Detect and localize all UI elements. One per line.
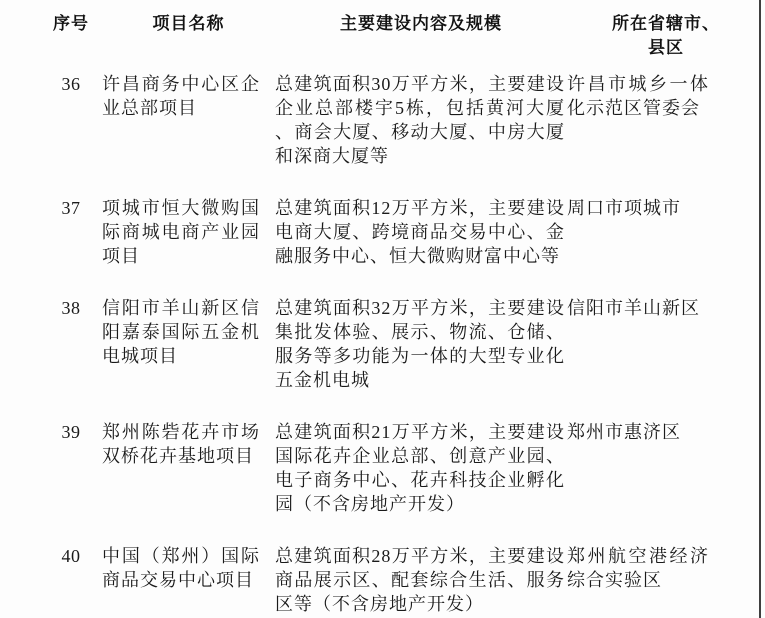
location-text: 郑州航空港经济综合实验区	[567, 546, 709, 590]
projects-table	[40, 12, 765, 618]
table-row	[40, 420, 765, 544]
project-name-text: 中国（郑州）国际商品交易中心项目	[102, 546, 260, 590]
location-text: 周口市项城市	[567, 198, 681, 218]
header-location-line1: 所在省辖市、	[612, 14, 720, 33]
project-name-text: 许昌商务中心区企业总部项目	[102, 74, 260, 118]
header-construction-content: 主要建设内容及规模	[340, 14, 502, 33]
serial-number-cell: 38	[61, 298, 81, 318]
project-name-cell	[102, 544, 275, 618]
project-name-text: 信阳市羊山新区信阳嘉泰国际五金机电城项目	[102, 298, 260, 366]
table-header-row	[40, 12, 765, 72]
construction-content-cell	[275, 420, 567, 544]
location-cell	[567, 544, 765, 618]
serial-number-cell: 39	[61, 422, 81, 442]
project-name-cell	[102, 296, 275, 420]
construction-content-text: 总建筑面积28万平方米，主要建设商品展示区、配套综合生活、服务区等（不含房地产开发）	[275, 546, 565, 614]
serial-number-cell: 40	[61, 546, 81, 566]
serial-number-cell: 37	[61, 198, 81, 218]
serial-number-cell: 36	[61, 74, 81, 94]
construction-content-cell	[275, 296, 567, 420]
table-row	[40, 72, 765, 196]
page-edge-scan-line	[759, 0, 761, 618]
project-name-text: 郑州陈砦花卉市场双桥花卉基地项目	[102, 422, 260, 466]
header-location-line2: 县区	[648, 38, 684, 57]
location-cell	[567, 196, 765, 296]
construction-content-text: 总建筑面积21万平方米，主要建设国际花卉企业总部、创意产业园、电子商务中心、花卉科技企业孵化园（不含房地产开发）	[275, 422, 565, 514]
project-name-cell	[102, 420, 275, 544]
project-name-cell	[102, 196, 275, 296]
project-name-text: 项城市恒大微购国际商城电商产业园项目	[102, 198, 260, 266]
location-cell	[567, 296, 765, 420]
location-text: 郑州市惠济区	[567, 422, 681, 442]
construction-content-cell	[275, 196, 567, 296]
construction-content-text: 总建筑面积12万平方米，主要建设电商大厦、跨境商品交易中心、金融服务中心、恒大微购财富中心等	[275, 198, 565, 266]
location-cell	[567, 72, 765, 196]
location-text: 信阳市羊山新区	[567, 298, 700, 318]
table-row	[40, 544, 765, 618]
location-cell	[567, 420, 765, 544]
header-serial-number: 序号	[53, 14, 89, 33]
construction-content-text: 总建筑面积32万平方米，主要建设集批发体验、展示、物流、仓储、服务等多功能为一体的大型专业化五金机电城	[275, 298, 565, 390]
construction-content-cell	[275, 72, 567, 196]
project-name-cell	[102, 72, 275, 196]
header-location	[567, 12, 765, 72]
table-row	[40, 296, 765, 420]
location-text: 许昌市城乡一体化示范区管委会	[567, 74, 709, 118]
construction-content-text: 总建筑面积30万平方米，主要建设企业总部楼宇5栋，包括黄河大厦、商会大厦、移动大厦、中房大厦和深商大厦等	[275, 74, 565, 166]
construction-content-cell	[275, 544, 567, 618]
table-row	[40, 196, 765, 296]
header-project-name: 项目名称	[152, 14, 225, 33]
